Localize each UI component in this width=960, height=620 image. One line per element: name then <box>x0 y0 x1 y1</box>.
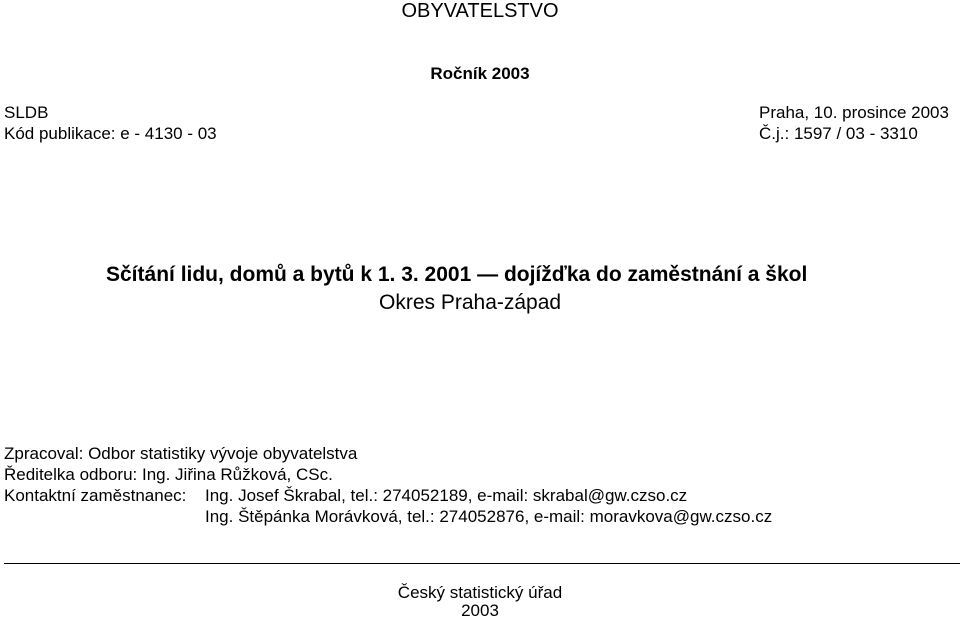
publication-title: Sčítání lidu, domů a bytů k 1. 3. 2001 — dojížďka do zaměstnání a škol <box>106 263 808 286</box>
document-category-title: OBYVATELSTVO <box>401 0 559 22</box>
survey-abbreviation: SLDB <box>4 103 49 122</box>
contact-label: Kontaktní zaměstnanec: <box>4 486 187 505</box>
volume-label: Ročník 2003 <box>430 64 530 83</box>
publication-year: 2003 <box>461 601 499 620</box>
contact-person-2: Ing. Štěpánka Morávková, tel.: 274052876, e-mail: moravkova@gw.czso.cz <box>205 507 773 526</box>
prepared-by-line: Zpracoval: Odbor statistiky vývoje obyvatelstva <box>4 444 358 463</box>
district-subtitle: Okres Praha-západ <box>379 291 562 314</box>
publication-code: Kód publikace: e - 4130 - 03 <box>4 124 217 143</box>
contact-person-1: Ing. Josef Škrabal, tel.: 274052189, e-mail: skrabal@gw.czso.cz <box>205 486 688 505</box>
publisher-name: Český statistický úřad <box>397 583 563 602</box>
place-and-date: Praha, 10. prosince 2003 <box>759 103 949 122</box>
director-line: Ředitelka odboru: Ing. Jiřina Růžková, CSc. <box>4 465 333 484</box>
reference-number: Č.j.: 1597 / 03 - 3310 <box>759 124 918 143</box>
footer-divider <box>4 563 960 564</box>
